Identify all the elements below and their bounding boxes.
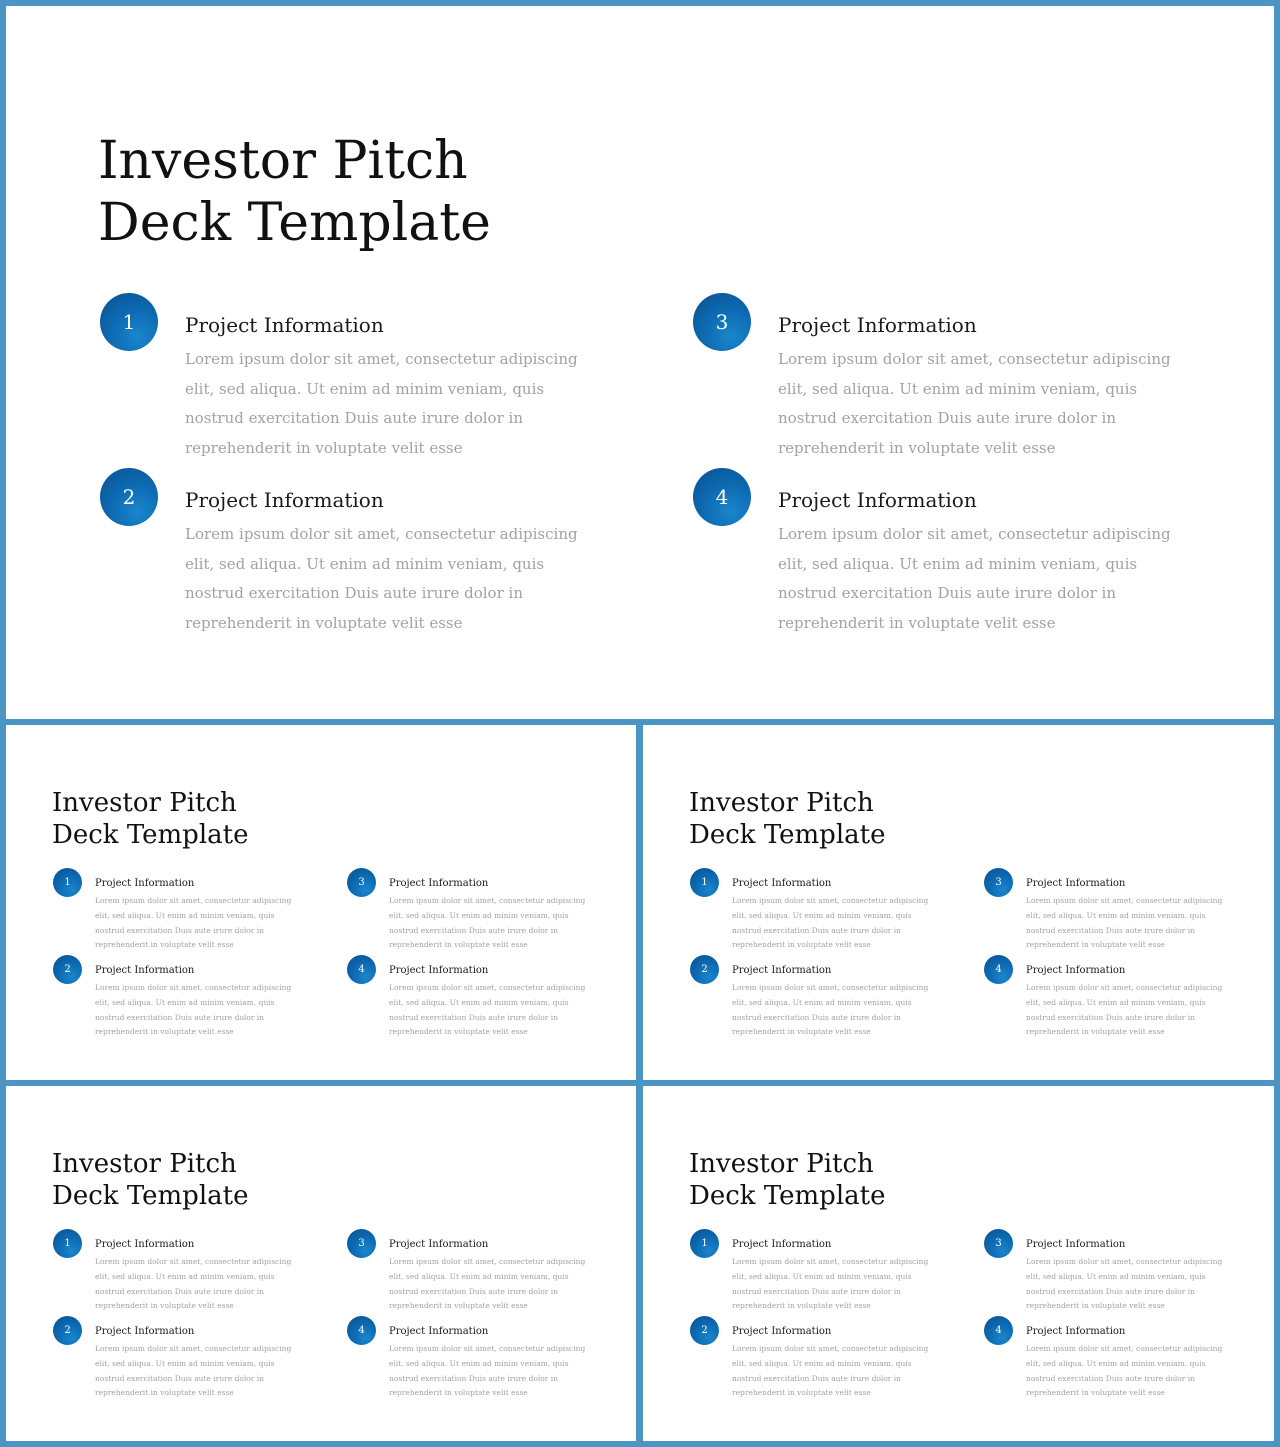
item-body: Lorem ipsum dolor sit amet, consectetur adipiscing elit, sed aliqua. Ut enim ad minim veniam, quis nostrud exercitation Duis aute irure dolor in reprehenderit in voluptate velit esse [185, 525, 578, 633]
number-badge: 4 [984, 955, 1013, 984]
item-heading: Project Information [185, 488, 384, 512]
number-badge: 1 [690, 868, 719, 897]
slide-title-line-1: Investor Pitch [689, 1149, 874, 1179]
number-badge: 2 [100, 468, 158, 526]
info-item [690, 868, 940, 953]
info-item [690, 1316, 940, 1401]
number-badge: 1 [690, 1229, 719, 1258]
number-badge: 3 [984, 1229, 1013, 1258]
item-body: Lorem ipsum dolor sit amet, consectetur adipiscing elit, sed aliqua. Ut enim ad minim veniam, quis nostrud exercitation Duis aute irure dolor in reprehenderit in voluptate velit esse [1026, 1344, 1223, 1398]
item-heading: Project Information [95, 878, 195, 889]
slide-thumbnail[interactable] [6, 1086, 636, 1441]
info-item [984, 1229, 1234, 1314]
info-item [347, 955, 597, 1040]
item-body: Lorem ipsum dolor sit amet, consectetur adipiscing elit, sed aliqua. Ut enim ad minim veniam, quis nostrud exercitation Duis aute irure dolor in reprehenderit in voluptate velit esse [778, 350, 1171, 458]
item-heading: Project Information [778, 488, 977, 512]
item-body: Lorem ipsum dolor sit amet, consectetur adipiscing elit, sed aliqua. Ut enim ad minim veniam, quis nostrud exercitation Duis aute irure dolor in reprehenderit in voluptate velit esse [95, 896, 292, 950]
info-item [53, 1229, 303, 1314]
slide-title [52, 1148, 248, 1212]
info-item [693, 468, 1193, 638]
item-heading: Project Information [389, 1326, 489, 1337]
item-body: Lorem ipsum dolor sit amet, consectetur adipiscing elit, sed aliqua. Ut enim ad minim veniam, quis nostrud exercitation Duis aute irure dolor in reprehenderit in voluptate velit esse [95, 1344, 292, 1398]
item-heading: Project Information [389, 1239, 489, 1250]
item-heading: Project Information [95, 1326, 195, 1337]
slide-title [689, 1148, 885, 1212]
item-body: Lorem ipsum dolor sit amet, consectetur adipiscing elit, sed aliqua. Ut enim ad minim veniam, quis nostrud exercitation Duis aute irure dolor in reprehenderit in voluptate velit esse [1026, 983, 1223, 1037]
slide-title-line-1: Investor Pitch [98, 131, 468, 191]
item-body: Lorem ipsum dolor sit amet, consectetur adipiscing elit, sed aliqua. Ut enim ad minim veniam, quis nostrud exercitation Duis aute irure dolor in reprehenderit in voluptate velit esse [732, 983, 929, 1037]
item-heading: Project Information [185, 313, 384, 337]
number-badge: 2 [53, 955, 82, 984]
item-heading: Project Information [1026, 1326, 1126, 1337]
slide-thumbnail-large[interactable] [6, 6, 1274, 719]
number-badge: 2 [690, 1316, 719, 1345]
item-heading: Project Information [732, 878, 832, 889]
item-heading: Project Information [1026, 878, 1126, 889]
slide-thumbnail[interactable] [643, 725, 1274, 1080]
slide-title-line-2: Deck Template [52, 820, 249, 850]
item-heading: Project Information [1026, 1239, 1126, 1250]
item-heading: Project Information [389, 878, 489, 889]
item-body: Lorem ipsum dolor sit amet, consectetur adipiscing elit, sed aliqua. Ut enim ad minim veniam, quis nostrud exercitation Duis aute irure dolor in reprehenderit in voluptate velit esse [389, 1344, 586, 1398]
slide-title-line-1: Investor Pitch [52, 1149, 237, 1179]
info-item [53, 1316, 303, 1401]
info-item [347, 1229, 597, 1314]
info-item [984, 1316, 1234, 1401]
slide-title-line-2: Deck Template [689, 820, 886, 850]
info-item [690, 955, 940, 1040]
item-body: Lorem ipsum dolor sit amet, consectetur adipiscing elit, sed aliqua. Ut enim ad minim veniam, quis nostrud exercitation Duis aute irure dolor in reprehenderit in voluptate velit esse [1026, 1257, 1223, 1311]
slide-thumbnail[interactable] [643, 1086, 1274, 1441]
slide-title-line-1: Investor Pitch [689, 788, 874, 818]
item-body: Lorem ipsum dolor sit amet, consectetur adipiscing elit, sed aliqua. Ut enim ad minim veniam, quis nostrud exercitation Duis aute irure dolor in reprehenderit in voluptate velit esse [389, 983, 586, 1037]
item-heading: Project Information [732, 1326, 832, 1337]
number-badge: 3 [693, 293, 751, 351]
item-body: Lorem ipsum dolor sit amet, consectetur adipiscing elit, sed aliqua. Ut enim ad minim veniam, quis nostrud exercitation Duis aute irure dolor in reprehenderit in voluptate velit esse [778, 525, 1171, 633]
item-body: Lorem ipsum dolor sit amet, consectetur adipiscing elit, sed aliqua. Ut enim ad minim veniam, quis nostrud exercitation Duis aute irure dolor in reprehenderit in voluptate velit esse [185, 350, 578, 458]
info-item [984, 868, 1234, 953]
slide-title-line-2: Deck Template [689, 1181, 886, 1211]
item-body: Lorem ipsum dolor sit amet, consectetur adipiscing elit, sed aliqua. Ut enim ad minim veniam, quis nostrud exercitation Duis aute irure dolor in reprehenderit in voluptate velit esse [95, 1257, 292, 1311]
number-badge: 4 [347, 1316, 376, 1345]
info-item [53, 868, 303, 953]
number-badge: 4 [347, 955, 376, 984]
number-badge: 2 [690, 955, 719, 984]
slide-title-line-2: Deck Template [52, 1181, 249, 1211]
slide-title [52, 787, 248, 851]
item-heading: Project Information [732, 1239, 832, 1250]
info-item [693, 293, 1193, 463]
item-body: Lorem ipsum dolor sit amet, consectetur adipiscing elit, sed aliqua. Ut enim ad minim veniam, quis nostrud exercitation Duis aute irure dolor in reprehenderit in voluptate velit esse [389, 896, 586, 950]
slide-title [689, 787, 885, 851]
number-badge: 2 [53, 1316, 82, 1345]
number-badge: 3 [984, 868, 1013, 897]
item-heading: Project Information [95, 1239, 195, 1250]
item-heading: Project Information [95, 965, 195, 976]
item-heading: Project Information [389, 965, 489, 976]
number-badge: 1 [100, 293, 158, 351]
info-item [100, 468, 600, 638]
number-badge: 3 [347, 1229, 376, 1258]
slide-title-line-1: Investor Pitch [52, 788, 237, 818]
slide-title-line-2: Deck Template [98, 193, 491, 253]
item-body: Lorem ipsum dolor sit amet, consectetur adipiscing elit, sed aliqua. Ut enim ad minim veniam, quis nostrud exercitation Duis aute irure dolor in reprehenderit in voluptate velit esse [389, 1257, 586, 1311]
number-badge: 1 [53, 1229, 82, 1258]
item-body: Lorem ipsum dolor sit amet, consectetur adipiscing elit, sed aliqua. Ut enim ad minim veniam, quis nostrud exercitation Duis aute irure dolor in reprehenderit in voluptate velit esse [732, 1257, 929, 1311]
number-badge: 1 [53, 868, 82, 897]
info-item [690, 1229, 940, 1314]
number-badge: 4 [693, 468, 751, 526]
item-heading: Project Information [1026, 965, 1126, 976]
item-heading: Project Information [732, 965, 832, 976]
item-body: Lorem ipsum dolor sit amet, consectetur adipiscing elit, sed aliqua. Ut enim ad minim veniam, quis nostrud exercitation Duis aute irure dolor in reprehenderit in voluptate velit esse [732, 1344, 929, 1398]
item-body: Lorem ipsum dolor sit amet, consectetur adipiscing elit, sed aliqua. Ut enim ad minim veniam, quis nostrud exercitation Duis aute irure dolor in reprehenderit in voluptate velit esse [732, 896, 929, 950]
number-badge: 3 [347, 868, 376, 897]
item-heading: Project Information [778, 313, 977, 337]
slide-title [98, 130, 491, 254]
info-item [347, 1316, 597, 1401]
item-body: Lorem ipsum dolor sit amet, consectetur adipiscing elit, sed aliqua. Ut enim ad minim veniam, quis nostrud exercitation Duis aute irure dolor in reprehenderit in voluptate velit esse [95, 983, 292, 1037]
info-item [347, 868, 597, 953]
info-item [984, 955, 1234, 1040]
slide-thumbnail[interactable] [6, 725, 636, 1080]
info-item [53, 955, 303, 1040]
info-item [100, 293, 600, 463]
item-body: Lorem ipsum dolor sit amet, consectetur adipiscing elit, sed aliqua. Ut enim ad minim veniam, quis nostrud exercitation Duis aute irure dolor in reprehenderit in voluptate velit esse [1026, 896, 1223, 950]
number-badge: 4 [984, 1316, 1013, 1345]
